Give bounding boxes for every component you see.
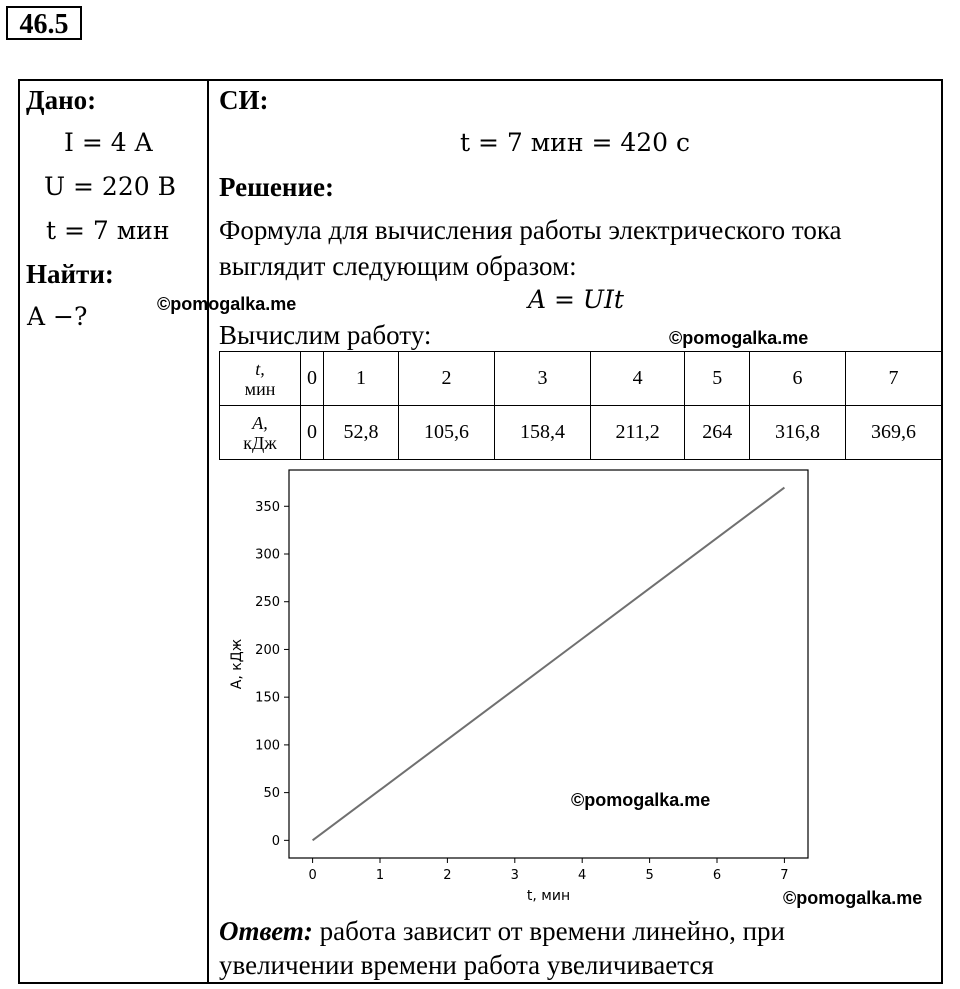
find-line: A −? <box>27 302 88 331</box>
table-cell: 6 <box>750 352 846 406</box>
table-cell: 7 <box>845 352 941 406</box>
watermark-1: ©pomogalka.me <box>157 294 297 314</box>
table-cell: 316,8 <box>750 406 846 460</box>
y-tick-label: 100 <box>255 738 280 754</box>
solution-text-line2: выглядит следующим образом: <box>219 251 577 281</box>
x-tick-label: 6 <box>712 868 722 883</box>
watermark-3: ©pomogalka.me <box>571 790 711 810</box>
table-cell: 0 <box>301 352 324 406</box>
table-cell: 211,2 <box>590 406 684 460</box>
x-axis-label: t, мин <box>526 888 571 904</box>
x-tick-label: 1 <box>375 868 385 883</box>
compute-label: Вычислим работу: <box>219 320 432 350</box>
si-line: t = 7 мин = 420 с <box>460 128 691 157</box>
y-tick-label: 150 <box>255 690 280 706</box>
answer-line2: увеличении времени работа увеличивается <box>219 950 714 980</box>
x-tick-label: 0 <box>308 868 317 883</box>
given-current: I = 4 A <box>64 128 153 157</box>
table-header-time: t, мин <box>220 352 301 406</box>
table-row-time <box>220 352 942 406</box>
solution-text-line1: Формула для вычисления работы электрического тока <box>219 215 842 245</box>
table-header-work: A, кДж <box>220 406 301 460</box>
solution-label: Решение: <box>219 172 334 202</box>
table-cell: 2 <box>399 352 495 406</box>
table-cell: 52,8 <box>323 406 398 460</box>
table-cell: 158,4 <box>494 406 590 460</box>
table-cell: 1 <box>323 352 398 406</box>
x-tick-label: 3 <box>510 868 519 883</box>
y-tick-label: 50 <box>263 786 280 802</box>
x-tick-label: 5 <box>645 868 654 883</box>
given-label: Дано: <box>26 85 97 115</box>
series-line <box>313 488 785 841</box>
y-tick-label: 300 <box>255 547 280 563</box>
table-cell: 0 <box>301 406 324 460</box>
y-tick-label: 250 <box>255 595 280 611</box>
table-cell: 105,6 <box>399 406 495 460</box>
y-tick-label: 350 <box>255 499 280 515</box>
formula: A = UIt <box>528 285 624 314</box>
table-cell: 3 <box>494 352 590 406</box>
x-tick-label: 4 <box>578 868 587 883</box>
table-cell: 369,6 <box>845 406 941 460</box>
y-tick-label: 0 <box>271 833 280 849</box>
given-time: t = 7 мин <box>46 216 170 245</box>
values-table <box>219 351 942 460</box>
find-label: Найти: <box>26 259 114 289</box>
y-tick-label: 200 <box>255 642 280 658</box>
table-cell: 264 <box>685 406 750 460</box>
y-axis-label: A, кДж <box>229 638 245 690</box>
answer-block <box>219 914 939 982</box>
table-cell: 5 <box>685 352 750 406</box>
given-voltage: U = 220 B <box>44 172 176 201</box>
x-tick-label: 7 <box>780 868 789 883</box>
x-tick-label: 2 <box>443 868 452 883</box>
work-time-chart <box>222 462 832 912</box>
watermark-4: ©pomogalka.me <box>783 888 923 908</box>
answer-label: Ответ: <box>219 916 313 946</box>
problem-number: 46.5 <box>6 6 82 40</box>
table-row-work <box>220 406 942 460</box>
answer-line1: работа зависит от времени линейно, при <box>319 916 785 946</box>
watermark-2: ©pomogalka.me <box>669 328 809 348</box>
column-divider <box>207 79 209 984</box>
si-label: СИ: <box>219 85 269 115</box>
table-cell: 4 <box>590 352 684 406</box>
